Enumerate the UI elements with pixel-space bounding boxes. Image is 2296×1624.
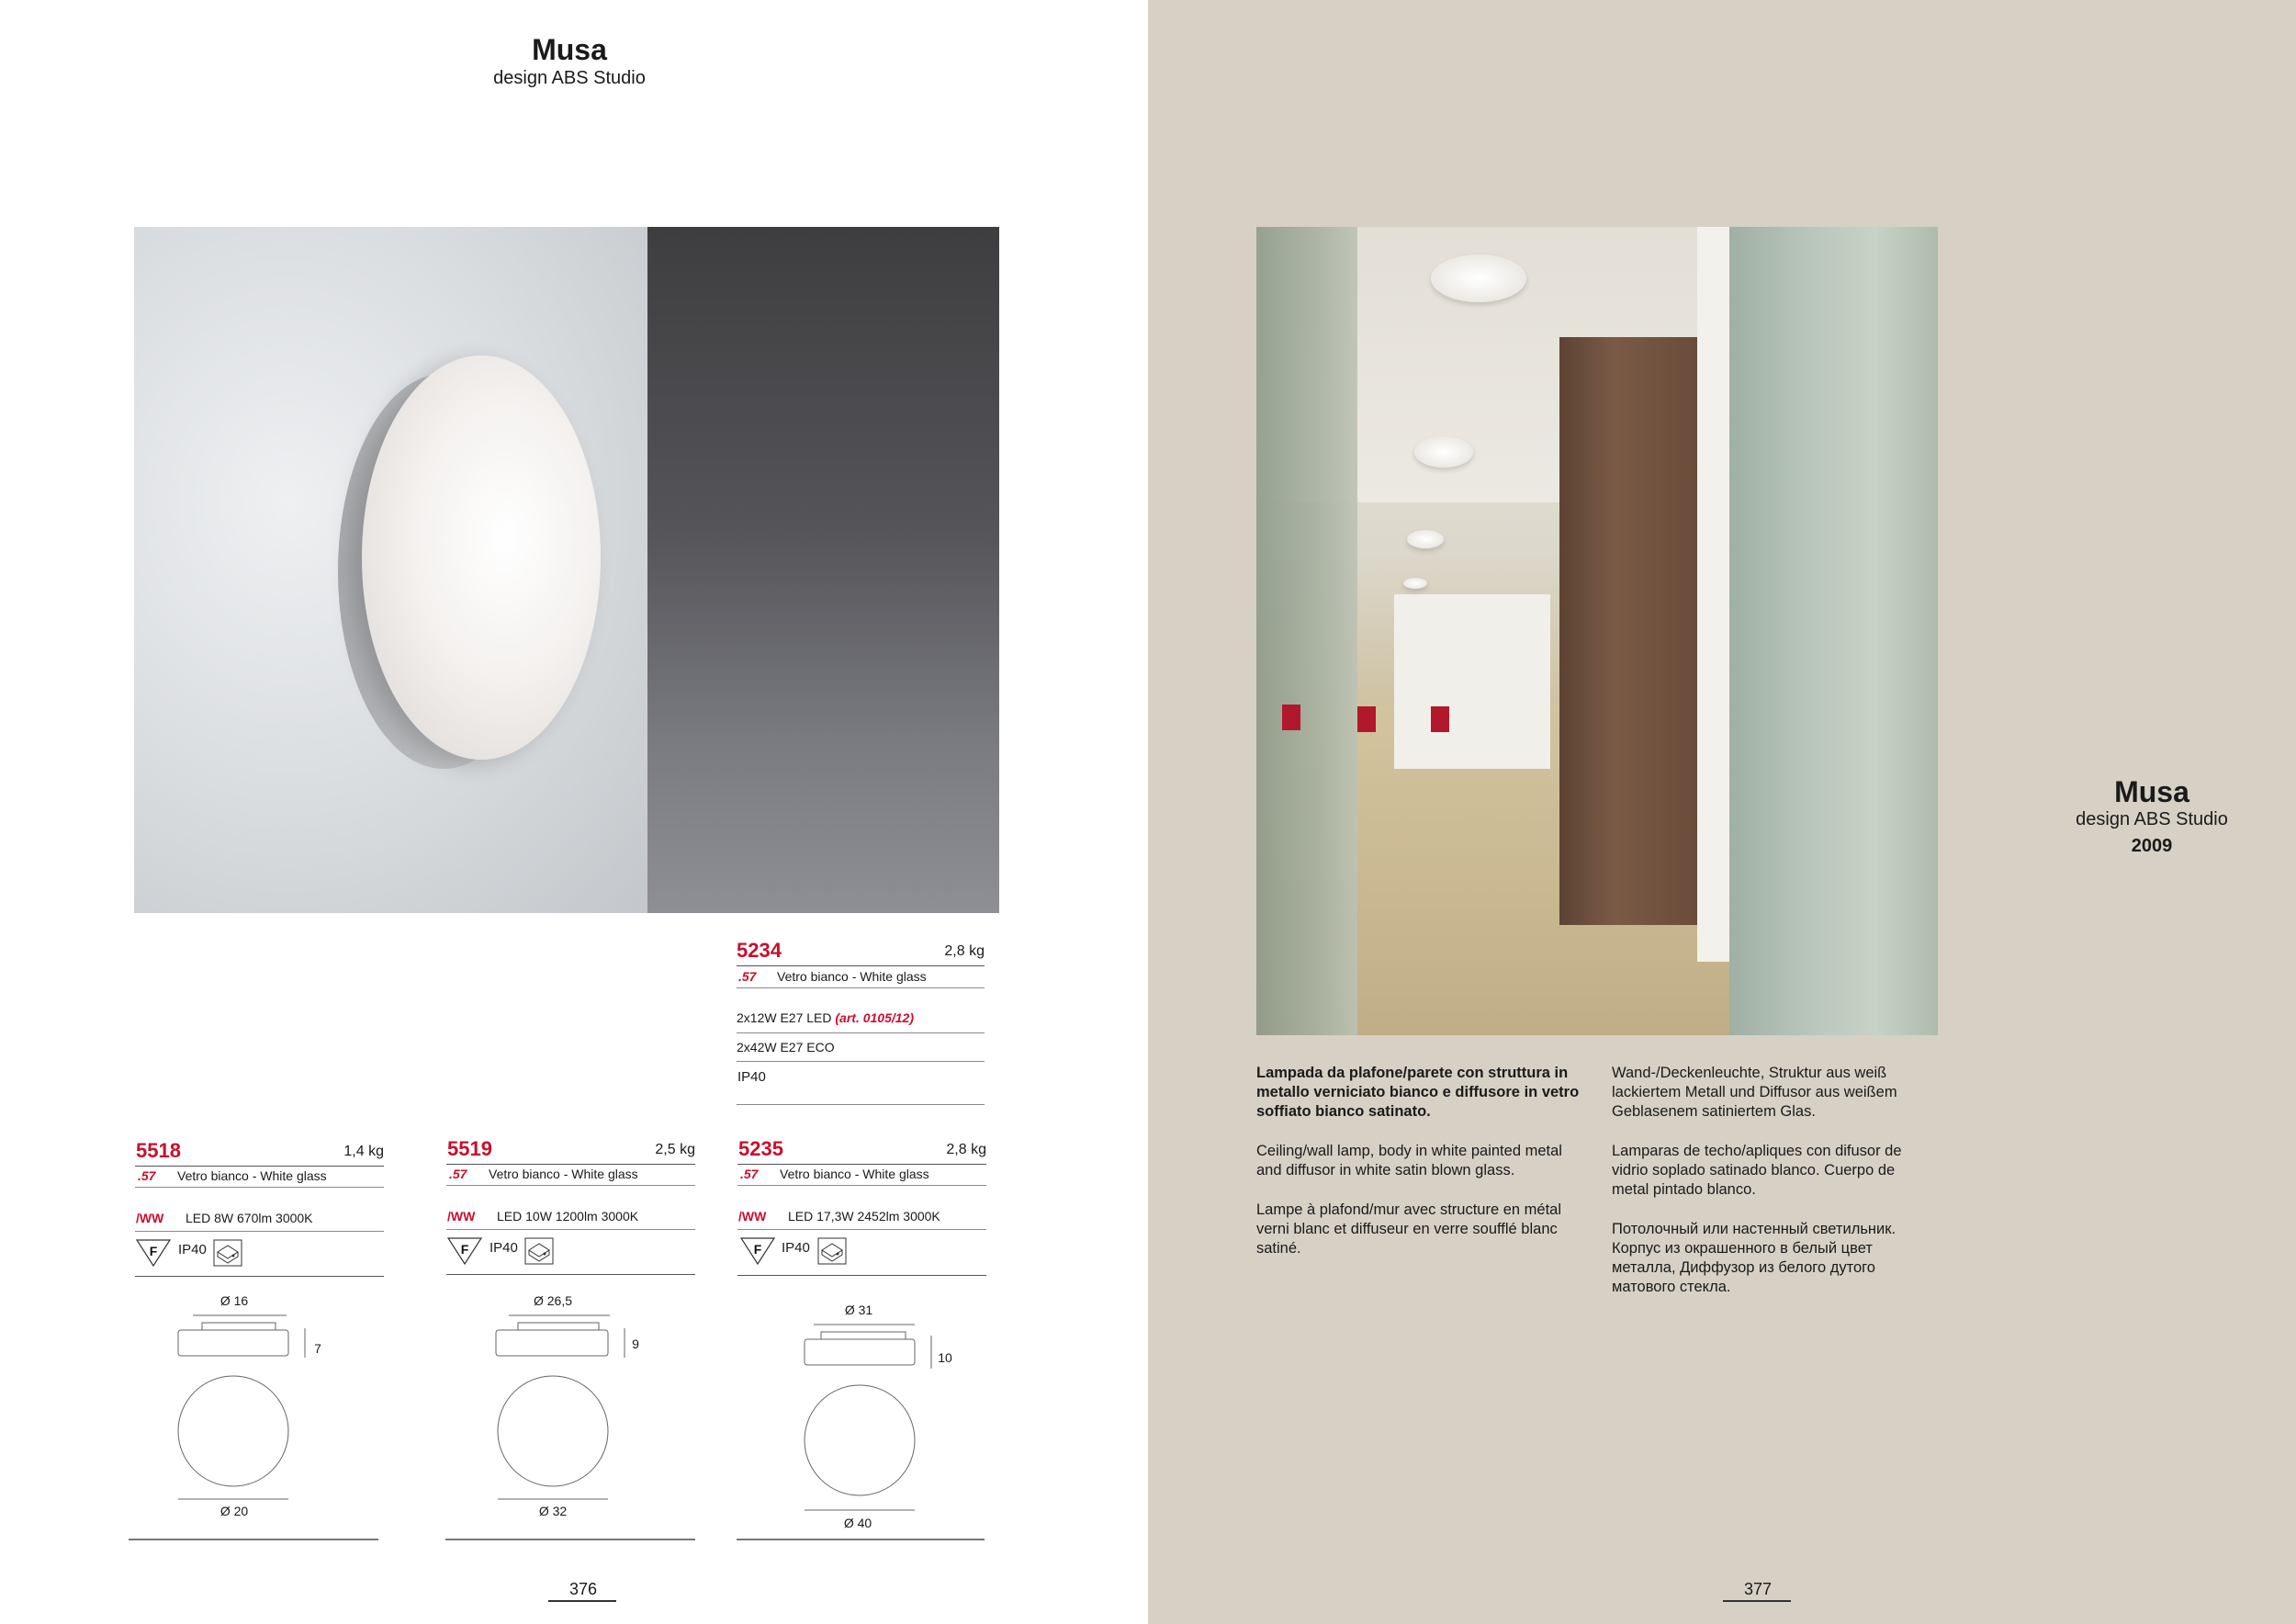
divider [446,1185,695,1186]
ip-rating: IP40 [737,1069,766,1085]
ceiling-lamp [1414,436,1473,468]
finish-label: Vetro bianco - White glass [489,1167,638,1181]
divider [737,1539,985,1540]
divider [737,1061,985,1062]
photo-pillar [1697,227,1734,962]
page-number-underline [1723,1600,1791,1602]
product-code: 5234 [737,939,782,962]
dimension-top: Ø 16 [219,1293,249,1308]
red-chair [1431,706,1449,732]
divider [446,1229,695,1230]
divider [737,987,985,988]
finish-label: Vetro bianco - White glass [177,1168,327,1183]
right-page [1148,0,2296,1624]
product-code: 5519 [447,1137,492,1160]
divider [446,1164,695,1165]
dimension-height: 7 [314,1341,321,1356]
photo-glass-wall-left [1256,227,1357,1035]
divider [129,1539,378,1540]
surface-mount-icon [213,1239,242,1267]
description-german: Wand-/Deckenleuchte, Struktur aus weiß lackiertem Metall und Diffusor aus weißem Geblasenem satiniertem Glas. [1612,1065,1897,1120]
finish-code: .57 [738,969,757,984]
product-weight: 2,8 kg [944,943,985,959]
finish-code: .57 [449,1167,467,1181]
page-title: Musa [532,33,607,66]
article-reference: (art. 0105/12) [835,1010,914,1025]
spec-line [737,1010,914,1025]
description-french: Lampe à plafond/mur avec structure en métal verni blanc et diffuseur en verre soufflé blanc satiné. [1256,1201,1562,1257]
photo-wood-panels [1559,337,1697,925]
spec-eco: 2x42W E27 ECO [737,1040,835,1054]
divider [737,1164,986,1165]
divider [446,1274,695,1275]
divider [445,1539,695,1540]
installation-photo [1256,227,1938,1035]
finish-code: .57 [740,1167,759,1181]
divider [135,1231,384,1232]
finish-label: Vetro bianco - White glass [780,1167,929,1181]
ww-code: /WW [447,1209,476,1224]
product-weight: 2,5 kg [655,1142,695,1157]
led-spec: LED 17,3W 2452lm 3000K [788,1209,940,1224]
ip-rating: IP40 [178,1242,207,1257]
divider [737,1032,985,1033]
energy-class-icon [740,1237,775,1265]
divider [135,1166,384,1167]
dimension-height: 10 [938,1350,952,1365]
ceiling-lamp [1403,578,1427,589]
description-english: Ceiling/wall lamp, body in white painted metal and diffusor in white satin blown glass. [1256,1143,1562,1179]
dimension-bottom: Ø 40 [843,1516,872,1530]
description-italian: Lampada da plafone/parete con struttura in metallo verniciato bianco e diffusore in vetro soffiato bianco satinato. [1256,1065,1580,1120]
energy-class-icon [447,1237,482,1265]
lamp-diffuser [362,355,601,760]
finish-code: .57 [138,1168,156,1183]
surface-mount-icon [524,1237,554,1265]
product-photo [134,227,999,913]
ww-code: /WW [136,1211,164,1225]
ceiling-lamp [1407,530,1444,548]
divider [737,1185,986,1186]
ceiling-lamp [1431,254,1526,302]
divider [737,965,985,966]
energy-class-label: F [753,1242,762,1257]
design-year: 2009 [2131,836,2173,856]
description-spanish: Lamparas de techo/apliques con difusor de vidrio soplado satinado blanco. Cuerpo de metal pintado blanco. [1612,1143,1902,1198]
page-number: 376 [568,1580,598,1598]
page-number-underline [548,1600,616,1602]
ip-rating: IP40 [490,1240,518,1256]
dimension-bottom: Ø 20 [219,1504,249,1518]
surface-mount-icon [817,1237,847,1265]
led-spec: LED 8W 670lm 3000K [186,1211,313,1225]
ip-rating: IP40 [782,1240,810,1256]
divider [135,1276,384,1277]
energy-class-icon [136,1239,171,1267]
divider [737,1229,986,1230]
product-code: 5518 [136,1139,181,1162]
spec-led: 2x12W E27 LED [737,1010,832,1025]
led-spec: LED 10W 1200lm 3000K [497,1209,639,1224]
divider [737,1104,985,1105]
energy-class-label: F [460,1242,469,1257]
dimension-top: Ø 26,5 [533,1293,573,1308]
finish-label: Vetro bianco - White glass [777,969,927,984]
page-title: Musa [2114,775,2189,808]
photo-back-wall [1394,594,1550,769]
divider [135,1187,384,1188]
designer-credit: design ABS Studio [493,68,646,88]
dimension-height: 9 [632,1336,639,1351]
energy-class-label: F [149,1244,158,1258]
photo-glass-wall-right [1729,227,1938,1035]
product-weight: 2,8 kg [946,1142,986,1157]
page-number: 377 [1743,1580,1773,1598]
designer-credit: design ABS Studio [2076,809,2228,829]
ww-code: /WW [738,1209,767,1224]
product-weight: 1,4 kg [343,1144,384,1159]
photo-wall-shadow [647,227,999,913]
dimension-top: Ø 31 [844,1303,873,1317]
red-chair [1357,706,1376,732]
product-code: 5235 [738,1137,783,1160]
description-russian: Потолочный или настенный светильник. Корпус из окрашенного в белый цвет металла, Диффузор из белого дутого матового стекла. [1612,1221,1896,1295]
red-chair [1282,705,1300,730]
dimension-bottom: Ø 32 [538,1504,568,1518]
divider [737,1275,986,1276]
